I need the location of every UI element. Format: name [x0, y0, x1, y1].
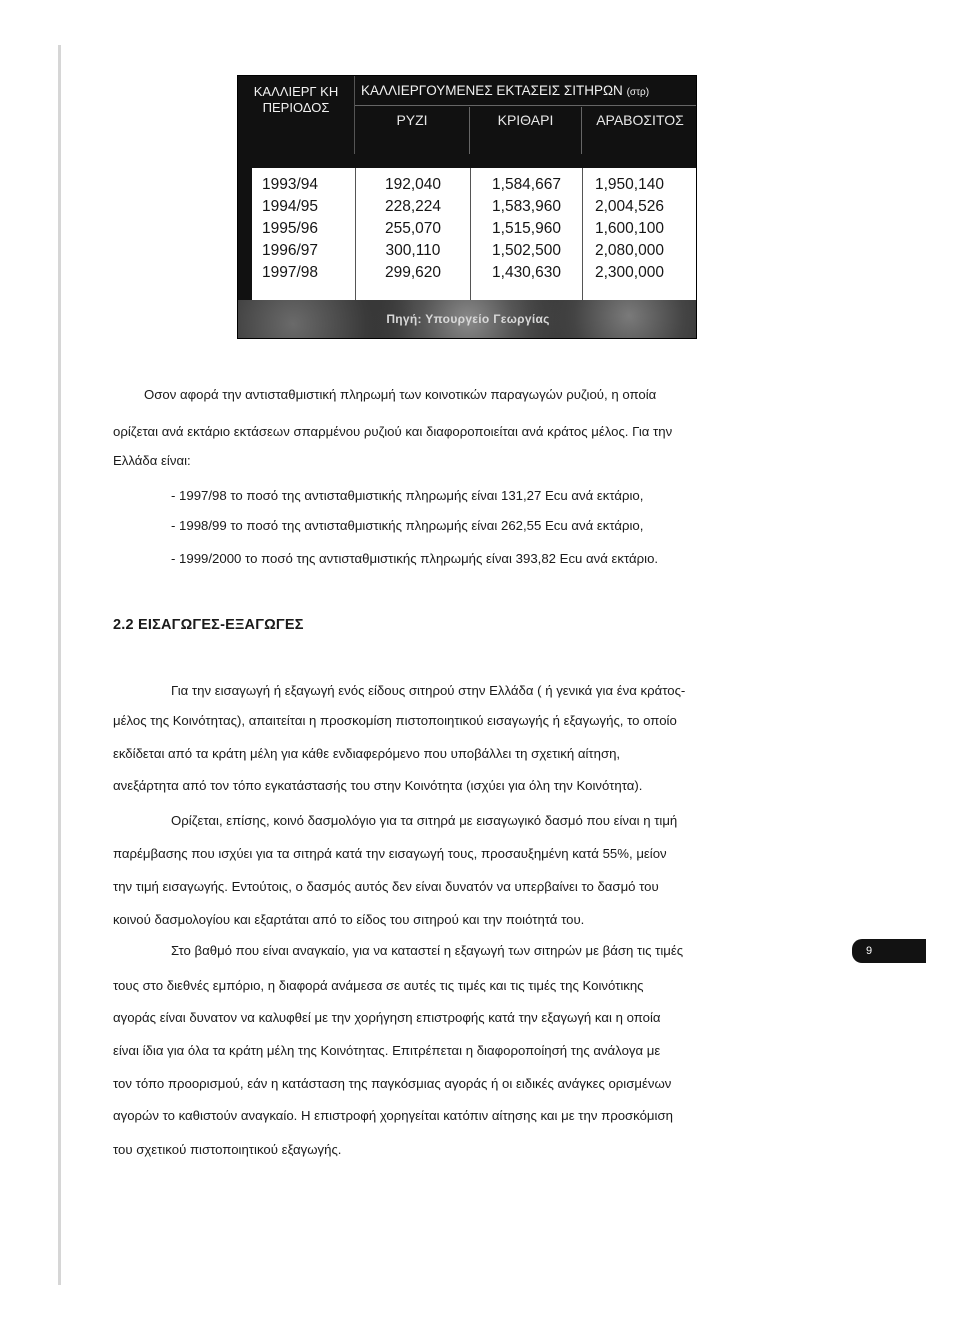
- bullet-item: - 1999/2000 το ποσό της αντισταθμιστικής πληρωμής είναι 393,82 Ecu ανά εκτάριο.: [171, 551, 659, 566]
- cell-barley: 1,583,960: [492, 198, 561, 215]
- column-rice: [355, 168, 470, 300]
- cell-rice: 228,224: [384, 198, 442, 215]
- bullet-item: - 1998/99 το ποσό της αντισταθμιστικής πληρωμής είναι 262,55 Ecu ανά εκτάριο,: [171, 518, 644, 533]
- table-source-text: Πηγή: Υπουργείο Γεωργίας: [386, 312, 550, 326]
- table-source-footer: [238, 300, 697, 339]
- intro-line: Ελλάδα είναι:: [113, 453, 191, 468]
- cell-barley: 1,515,960: [492, 220, 561, 237]
- paragraph-line: τους στο διεθνές εμπόριο, η διαφορά ανάμεσα σε αυτές τις τιμές και τις τιμές της Κοινότικης: [113, 978, 644, 993]
- intro-line: Οσον αφορά την αντισταθμιστική πληρωμή των κοινοτικών παραγωγών ρυζιού, η οποία: [144, 387, 657, 402]
- paragraph-line: μέλος της Κοινότητας), απαιτείται η προσκομίση πιστοποιητικού εισαγωγής ή εξαγωγής, το οποίο: [113, 713, 677, 728]
- paragraph-line: του σχετικού πιστοποιητικού εξαγωγής.: [113, 1142, 342, 1157]
- cell-barley: 1,502,500: [492, 242, 561, 259]
- bullet-item: - 1997/98 το ποσό της αντισταθμιστικής πληρωμής είναι 131,27 Ecu ανά εκτάριο,: [171, 488, 644, 503]
- cell-period: 1996/97: [262, 242, 319, 259]
- column-period: [252, 168, 355, 300]
- paragraph-line: κοινού δασμολογίου και εξαρτάται από το είδος του σιτηρού και την ποιότητά του.: [113, 912, 585, 927]
- cell-period: 1993/94: [262, 176, 319, 193]
- paragraph-line: Στο βαθμό που είναι αναγκαίο, για να καταστεί η εξαγωγή των σιτηρών με βάση τις τιμές: [171, 943, 684, 958]
- paragraph-line: είναι ίδια για όλα τα κράτη μέλη της Κοινότητας. Επιτρέπεται η διαφοροποίησή της ανάλογα με: [113, 1043, 661, 1058]
- paragraph-line: παρέμβασης που ισχύει για τα σιτηρά κατά την εισαγωγή τους, προσαυξημένη κατά 55%, μείον: [113, 846, 667, 861]
- cell-corn: 1,600,100: [595, 220, 664, 237]
- page-number-tab: 9: [852, 939, 926, 963]
- cell-rice: 300,110: [385, 242, 441, 259]
- cultivated-areas-table: [237, 75, 697, 339]
- paragraph-line: αγοράς είναι δυνατον να καλυφθεί με την χορήγηση επιστροφής κατά την εξαγωγή και η οποία: [113, 1010, 661, 1025]
- section-heading: 2.2 ΕΙΣΑΓΩΓΕΣ-ΕΞΑΓΩΓΕΣ: [113, 617, 304, 633]
- cell-period: 1995/96: [262, 220, 319, 237]
- header-period: [238, 76, 355, 154]
- cell-corn: 2,300,000: [595, 264, 664, 281]
- paragraph-line: εκδίδεται από τα κράτη μέλη για κάθε ενδιαφερόμενο που υποβάλλει τη σχετική αίτηση,: [113, 746, 621, 761]
- paragraph-line: ανεξάρτητα από τον τόπο εγκατάστασής του στην Κοινότητα (ισχύει για όλη την Κοινότητα).: [113, 778, 643, 793]
- cell-corn: 2,080,000: [595, 242, 664, 259]
- table-body: [252, 168, 697, 300]
- cell-rice: 299,620: [384, 264, 442, 281]
- cell-rice: 192,040: [384, 176, 442, 193]
- paragraph-line: αγορών το καθιστούν αναγκαίο. Η επιστροφή χορηγείται κατόπιν αίτησης και με την προσκόμιση: [113, 1108, 673, 1123]
- header-period-line2: ΠΕΡΙΟΔΟΣ: [262, 100, 330, 115]
- header-period-line1: ΚΑΛΛΙΕΡΓ ΚΗ: [253, 84, 339, 99]
- intro-line: ορίζεται ανά εκτάριο εκτάσεων σπαρμένου ρυζιού και διαφοροποιείται ανά κράτος μέλος. Για την: [113, 424, 673, 439]
- cell-corn: 2,004,526: [595, 198, 664, 215]
- cell-barley: 1,430,630: [492, 264, 561, 281]
- column-header-rice: ΡΥΖΙ: [355, 107, 470, 154]
- cell-rice: 255,070: [384, 220, 442, 237]
- page-edge-shadow: [58, 45, 61, 1285]
- cell-barley: 1,584,667: [492, 176, 561, 193]
- column-barley: [470, 168, 582, 300]
- header-areas-title: ΚΑΛΛΙΕΡΓΟΥΜΕΝΕΣ ΕΚΤΑΣΕΙΣ ΣΙΤΗΡΩΝ: [361, 83, 623, 98]
- header-areas: [355, 76, 697, 106]
- cell-corn: 1,950,140: [595, 176, 664, 193]
- paragraph-line: Ορίζεται, επίσης, κοινό δασμολόγιο για τα σιτηρά με εισαγωγικό δασμό που είναι η τιμή: [171, 813, 678, 828]
- paragraph-line: την τιμή εισαγωγής. Εντούτοις, ο δασμός αυτός δεν είναι δυνατόν να υπερβαίνει το δασμό του: [113, 879, 659, 894]
- cell-period: 1997/98: [262, 264, 319, 281]
- cell-period: 1994/95: [262, 198, 319, 215]
- header-unit: (στρ): [626, 87, 650, 98]
- paragraph-line: τον τόπο προορισμού, εάν η κατάσταση της παγκόσμιας αγοράς ή οι ειδικές ανάγκες ορισμένων: [113, 1076, 672, 1091]
- column-header-corn: ΑΡΑΒΟΣΙΤΟΣ: [596, 112, 684, 128]
- column-corn: [582, 168, 697, 300]
- paragraph-line: Για την εισαγωγή ή εξαγωγή ενός είδους σιτηρού στην Ελλάδα ( ή γενικά για ένα κράτος-: [171, 683, 686, 698]
- column-header-barley: ΚΡΙΘΑΡΙ: [470, 107, 582, 154]
